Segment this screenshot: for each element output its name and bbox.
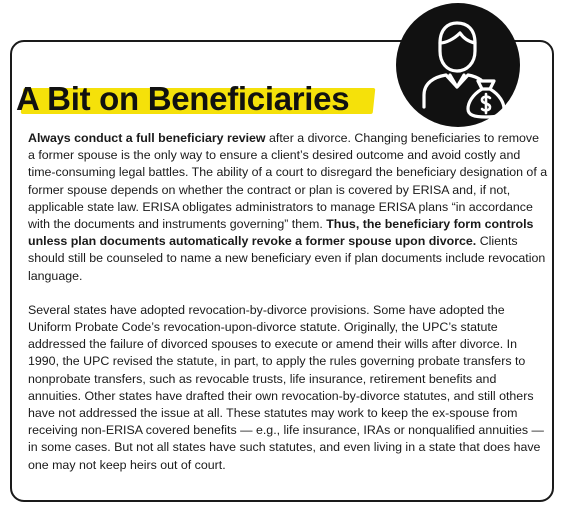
article-body — [28, 130, 548, 474]
title-block — [16, 78, 349, 120]
page-title: A Bit on Beneficiaries — [16, 80, 350, 117]
person-with-money-bag-icon — [396, 3, 520, 127]
paragraph-1-text-b: Clients should still be counseled to name a new beneficiary even if plan documents include revocation language. — [28, 234, 546, 283]
mid-bold-text: Thus, the beneficiary form controls unless plan documents automatically revoke a former spouse upon divorce. — [28, 217, 534, 249]
paragraph-2: Several states have adopted revocation-by-divorce provisions. Some have adopted the Uniform Probate Code’s revocation-upon-divorce statute. Originally, the UPC’s statute addressed the failure of divorced spouses to execute or amend their wills after divorce. In 1990, the UPC revised the statute, in part, to apply the rules governing probate transfers to nonprobate transfers, such as revocable trusts, life insurance, retirement benefits and annuities. Other states have drafted their own revocation-by-divorce statutes, and still others have not addressed the issue at all. These statutes may work to keep the ex-spouse from receiving non-ERISA covered benefits — e.g., life insurance, IRAs or nonqualified annuities — in some cases. But not all states have such statutes, and even living in a state that does have one may not keep heirs out of court. — [28, 302, 544, 472]
paragraph-1 — [28, 130, 548, 285]
lead-bold-text: Always conduct a full beneficiary review — [28, 131, 266, 145]
paragraph-1-text-a: after a divorce. Changing beneficiaries to remove a former spouse is the only way to ensure a client’s desired outcome and avoid costly and time-consuming legal battles. The ability of a court to disregard the beneficiary designation of a former spouse depends on whether the contract or plan is covered by ERISA and, if not, applicable state law. ERISA obligates administrators to manage ERISA plans “in accordance with the documents and instruments governing” them. — [28, 131, 548, 232]
